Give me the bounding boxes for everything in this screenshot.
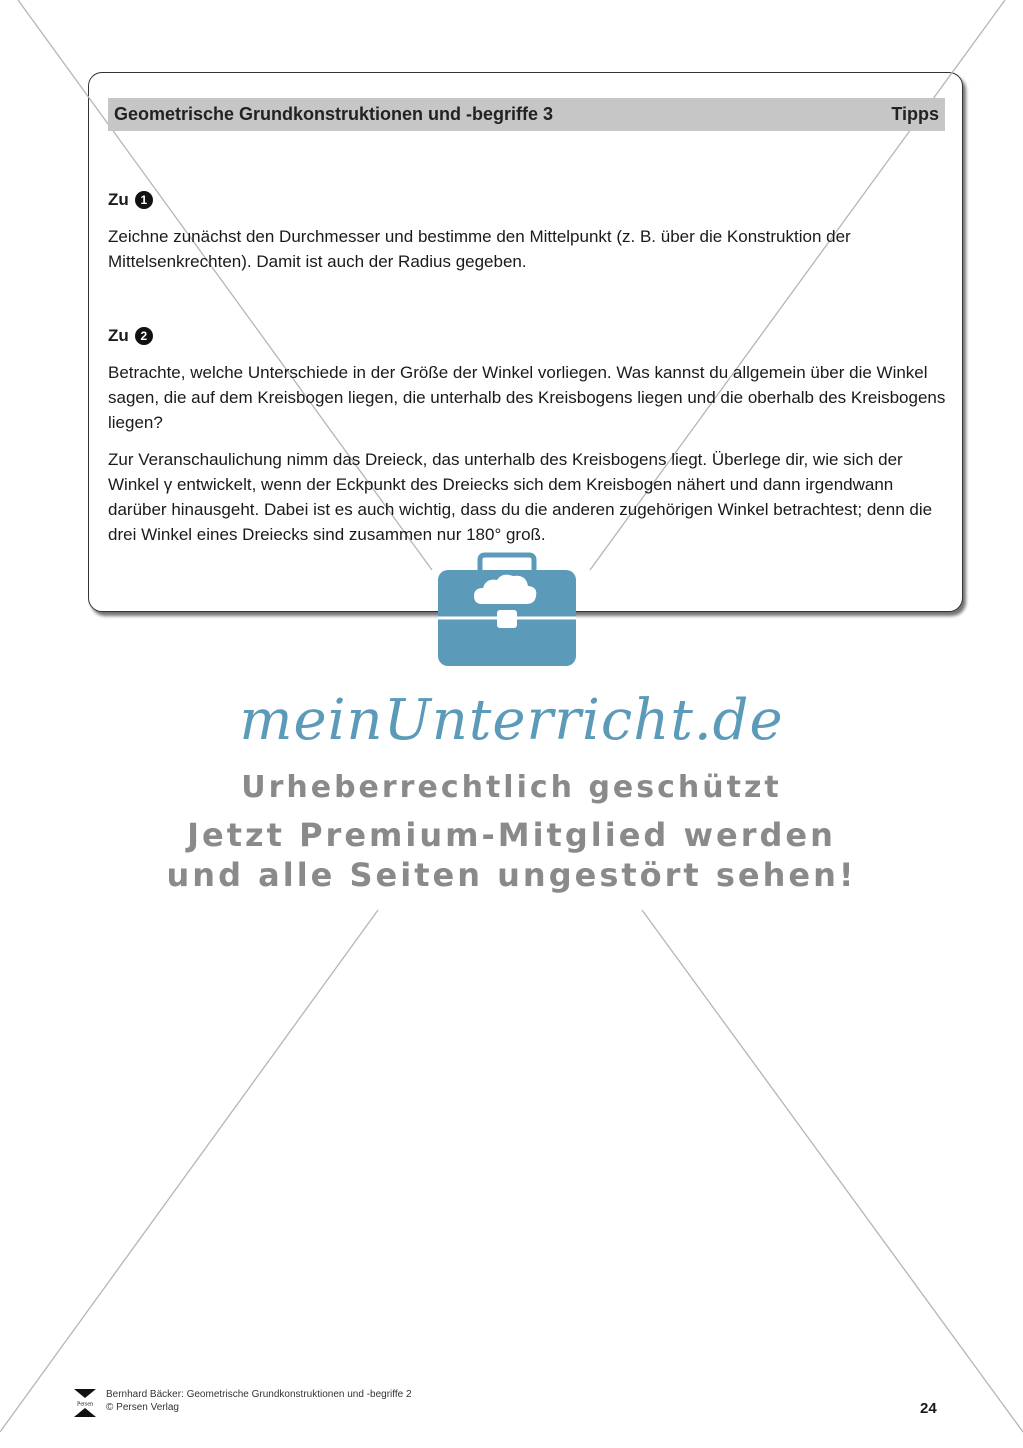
section-1-paragraph: Zeichne zunächst den Durchmesser und bestimme den Mittelpunkt (z. B. über die Konstruktion der Mittelsenkrechten). Damit ist auch der Radius gegeben. xyxy=(108,227,851,271)
number-2-badge: 2 xyxy=(135,327,153,345)
section-2-heading-label: Zu xyxy=(108,326,129,345)
briefcase-cloud-icon xyxy=(436,552,578,668)
footer-copyright-line: © Persen Verlag xyxy=(106,1402,179,1413)
section-1 xyxy=(108,190,948,274)
page-number: 24 xyxy=(920,1400,937,1417)
section-2-heading xyxy=(108,326,948,346)
worksheet-title: Geometrische Grundkonstruktionen und -begriffe 3 xyxy=(114,104,554,124)
tips-label: Tipps xyxy=(891,104,939,124)
header-bar xyxy=(108,98,945,131)
footer xyxy=(72,1388,412,1418)
section-2-paragraph-1: Betrachte, welche Unterschiede in der Größe der Winkel vorliegen. Was kannst du allgemein über die Winkel sagen, die auf dem Kreisbogen liegen, die unterhalb des Kreisbogens liegen und die oberhalb des Kreisbogens liegen? xyxy=(108,363,946,432)
footer-credits xyxy=(106,1388,412,1414)
section-1-heading xyxy=(108,190,948,210)
number-1-badge: 1 xyxy=(135,191,153,209)
footer-credit-line: Bernhard Bäcker: Geometrische Grundkonstruktionen und -begriffe 2 xyxy=(106,1389,412,1400)
section-2-paragraph-2: Zur Veranschaulichung nimm das Dreieck, das unterhalb des Kreisbogens liegt. Überlege dir, wie sich der Winkel γ entwickelt, wenn der Eckpunkt des Dreiecks sich dem Kreisbogen nähert und dann irgendwann darüber hinausgeht. Dabei ist es auch wichtig, dass du die anderen zugehörigen Winkel betrachtest; denn die drei Winkel eines Dreiecks sind zusammen nur 180° groß. xyxy=(108,450,933,544)
watermark-cta-line-2: und alle Seiten ungestört sehen! xyxy=(166,856,857,894)
section-1-heading-label: Zu xyxy=(108,190,129,209)
svg-text:Persen: Persen xyxy=(77,1401,93,1408)
watermark-copyright: Urheberrechtlich geschützt xyxy=(241,770,782,805)
persen-logo-icon xyxy=(72,1388,98,1418)
section-2 xyxy=(108,326,948,547)
watermark-cta-line-1: Jetzt Premium-Mitglied werden xyxy=(187,816,836,854)
watermark-brand: meinUnterricht.de xyxy=(239,688,784,753)
